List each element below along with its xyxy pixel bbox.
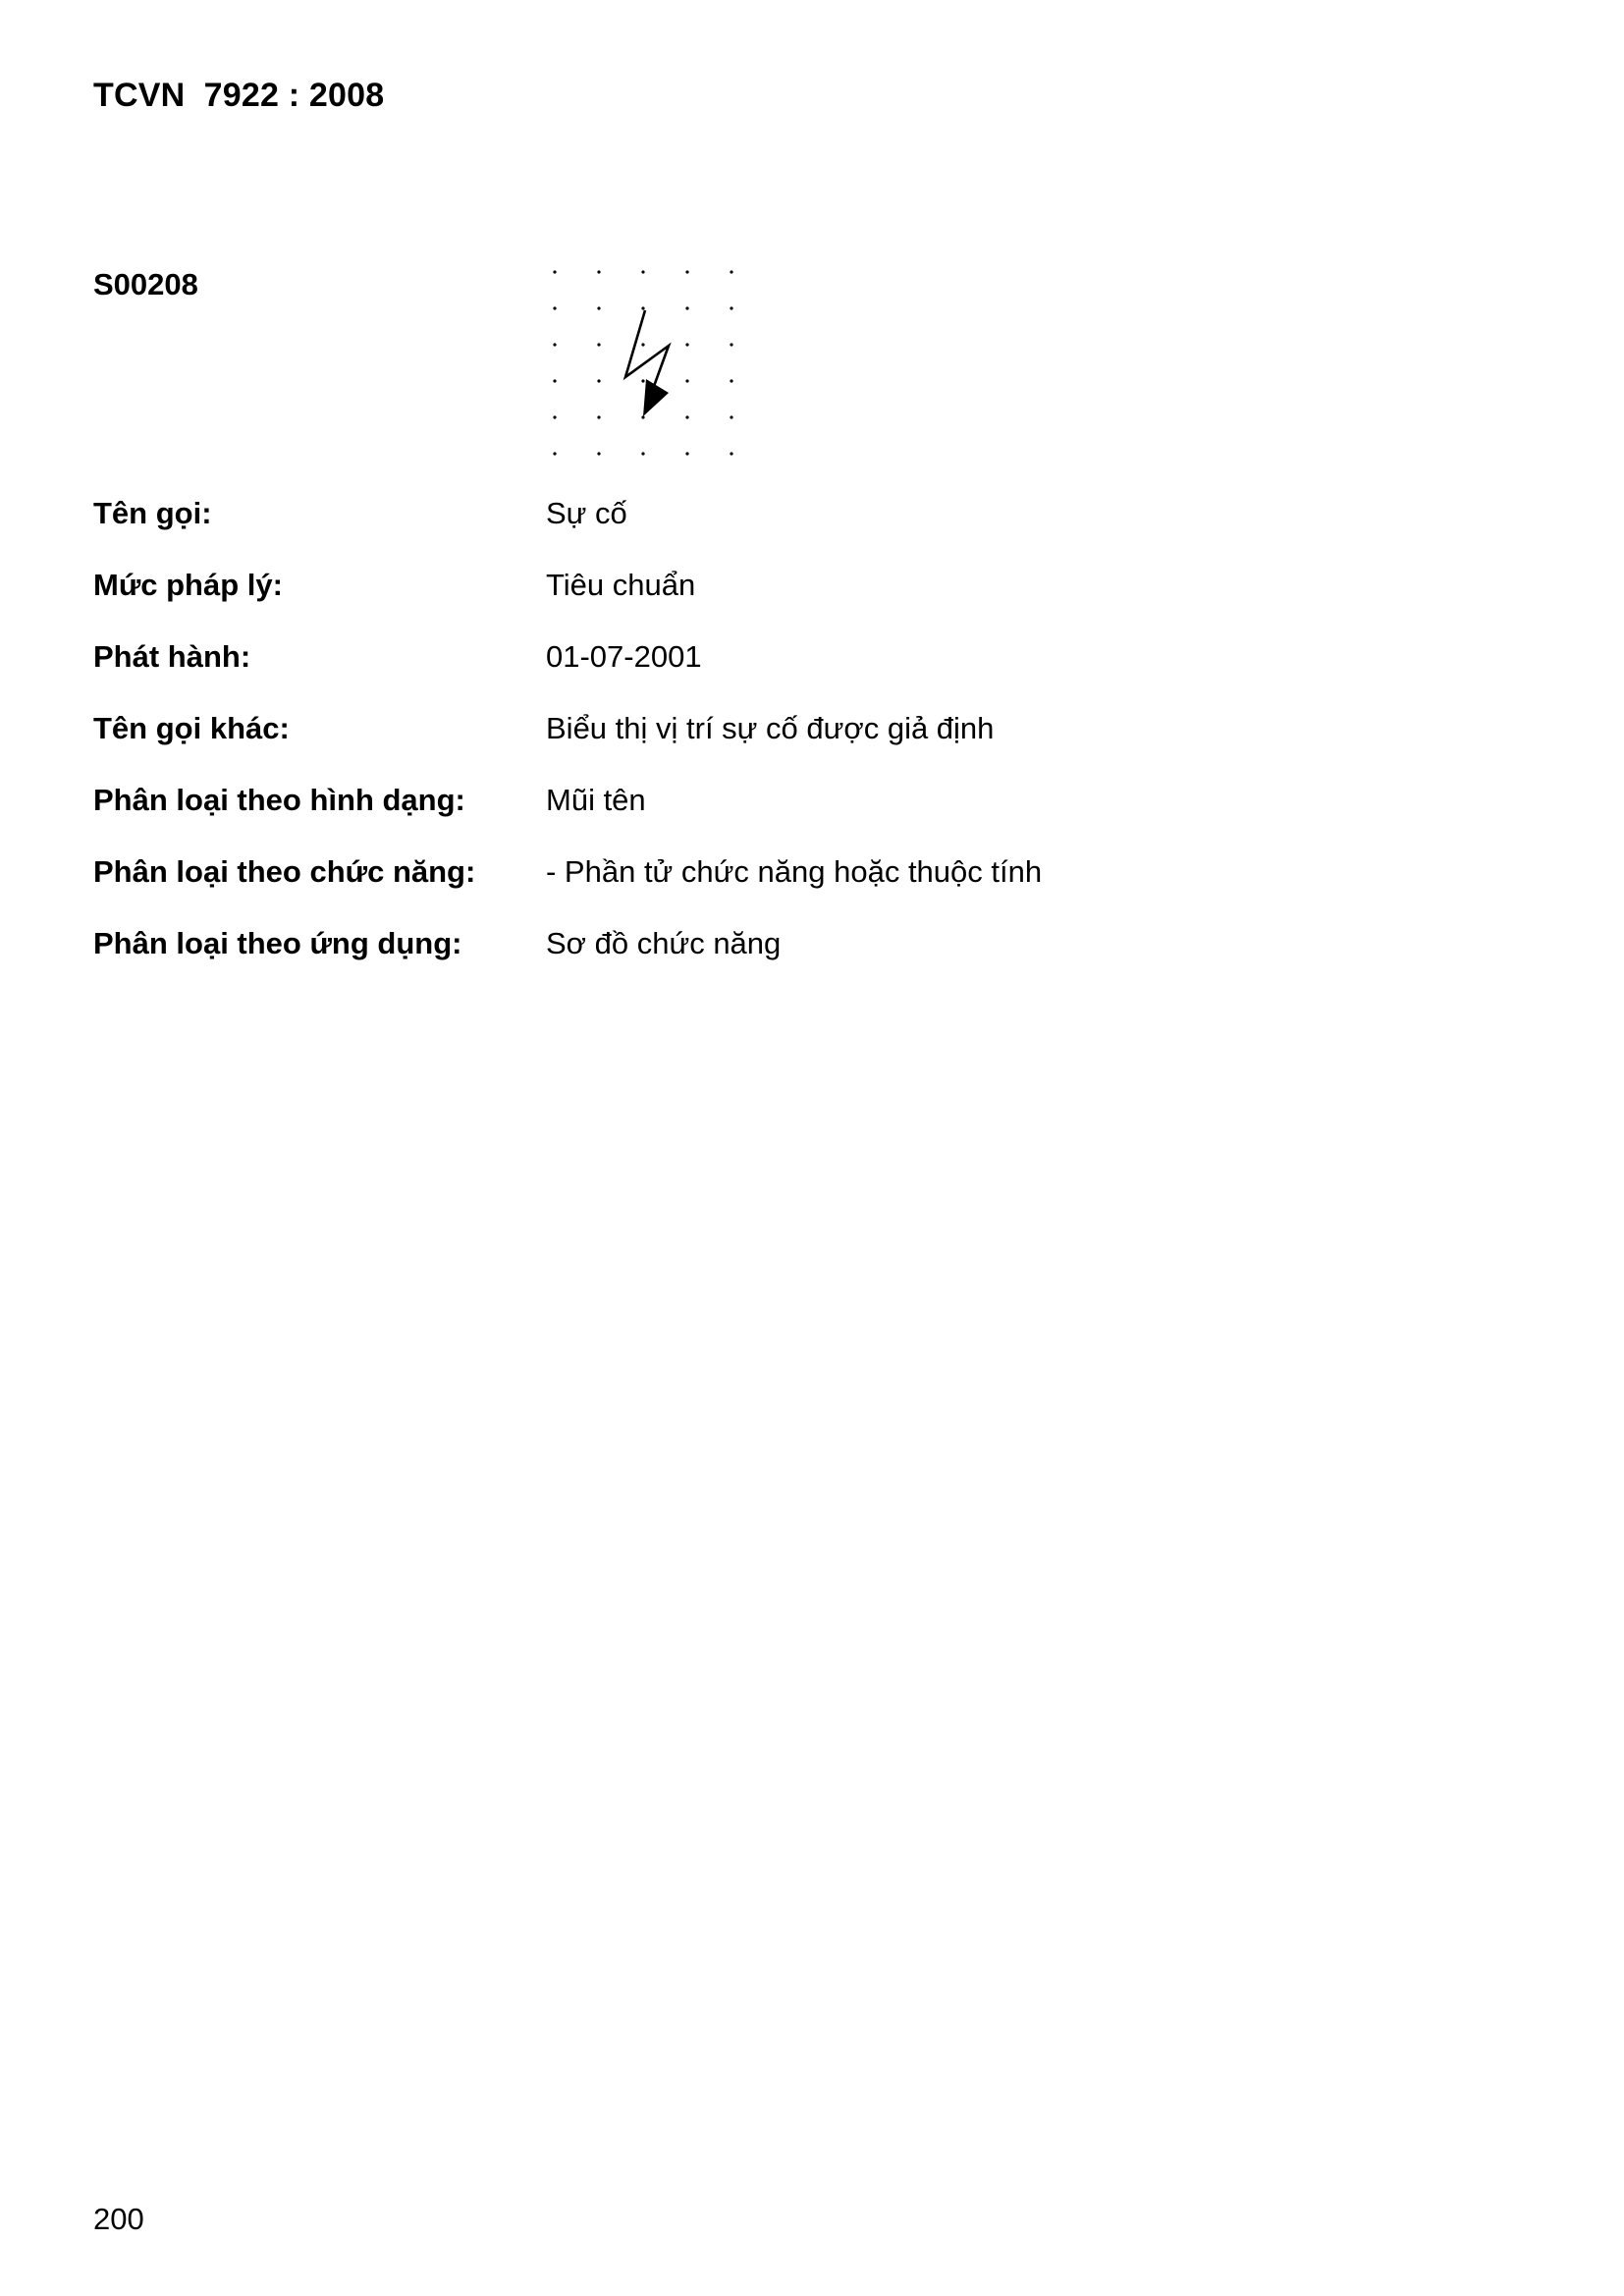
field-row-shape-class: [93, 783, 1468, 826]
field-label: Tên gọi khác:: [93, 711, 290, 745]
document-header: TCVN 7922 : 2008: [93, 77, 385, 114]
fault-lightning-arrow-icon: [540, 263, 746, 469]
symbol-code: S00208: [93, 267, 198, 301]
lightning-zigzag: [625, 310, 669, 389]
field-label: Mức pháp lý:: [93, 568, 283, 602]
field-row-alias: [93, 711, 1468, 754]
field-row-function-class: [93, 854, 1468, 898]
field-label: Tên gọi:: [93, 496, 212, 530]
field-label: Phát hành:: [93, 639, 251, 674]
field-value: Biểu thị vị trí sự cố được giả định: [546, 711, 995, 745]
field-value: 01-07-2001: [546, 639, 702, 674]
page-number: 200: [93, 2202, 144, 2236]
field-value: Mũi tên: [546, 783, 646, 817]
field-row-name: [93, 496, 1468, 539]
field-label: Phân loại theo ứng dụng:: [93, 926, 462, 960]
field-value: Sự cố: [546, 496, 627, 530]
field-label: Phân loại theo chức năng:: [93, 854, 476, 889]
field-row-issued: [93, 639, 1468, 683]
field-row-application-class: [93, 926, 1468, 969]
field-value: Tiêu chuẩn: [546, 568, 696, 602]
arrow-head: [643, 379, 669, 416]
field-row-legal-level: [93, 568, 1468, 611]
field-value: Sơ đồ chức năng: [546, 926, 782, 960]
field-label: Phân loại theo hình dạng:: [93, 783, 465, 817]
field-value: - Phần tử chức năng hoặc thuộc tính: [546, 854, 1043, 889]
